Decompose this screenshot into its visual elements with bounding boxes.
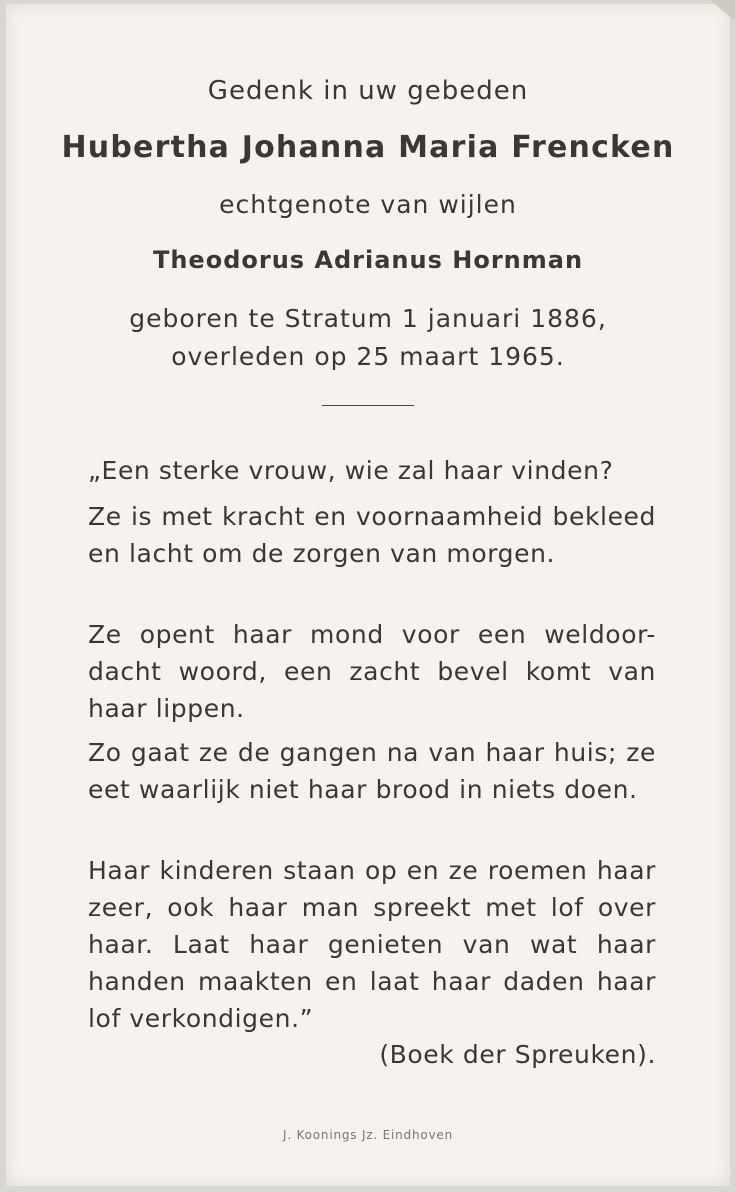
verse-paragraph: Ze is met kracht en voornaamheid bekleed en lacht om de zorgen van morgen. (88, 502, 656, 568)
spouse-label: echtgenote van wijlen (219, 190, 517, 219)
deceased-name: Hubertha Johanna Maria Frencken (61, 130, 675, 165)
verse-paragraph: Zo gaat ze de gangen na van haar huis; ze eet waarlijk niet haar brood in niets doen. (88, 738, 656, 804)
verse-paragraph: Ze opent haar mond voor een weldoor-dacht woord, een zacht bevel komt van haar lippen. (88, 620, 656, 723)
verse-paragraph: „Een sterke vrouw, wie zal haar vinden? (88, 456, 614, 485)
death-line: overleden op 25 maart 1965. (171, 342, 565, 371)
intro-text: Gedenk in uw gebeden (207, 76, 529, 106)
birth-line: geboren te Stratum 1 januari 1886, (129, 304, 607, 333)
divider-rule (322, 405, 414, 406)
verse-paragraph: Haar kinderen staan op en ze roemen haar zeer, ook haar man spreekt met lof over haar. Laat haar genieten van wat haar handen maakten en laat haar daden haar lof verkondigen.” (88, 856, 656, 1033)
printer-credit: J. Koonings Jz. Eindhoven (283, 1128, 453, 1142)
verse-source: (Boek der Spreuken). (379, 1040, 656, 1069)
memorial-card (6, 4, 730, 1186)
folded-corner (710, 0, 735, 22)
spouse-name: Theodorus Adrianus Hornman (152, 246, 584, 274)
